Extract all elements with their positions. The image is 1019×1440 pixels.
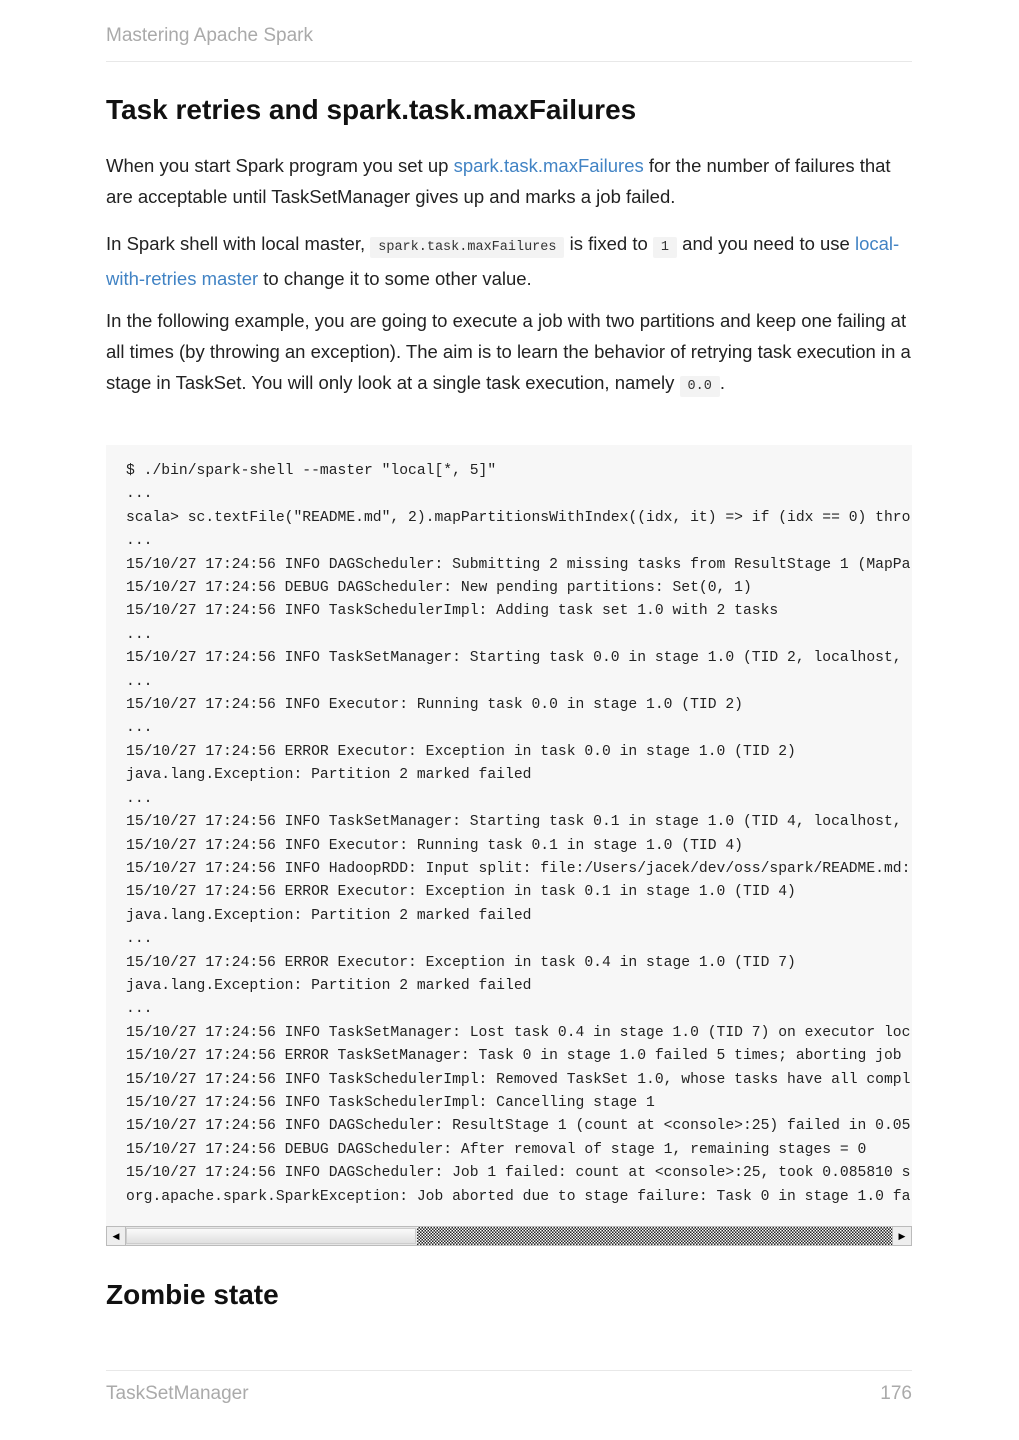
inline-code: 0.0 [680, 376, 720, 397]
paragraph [106, 228, 912, 294]
paragraph [106, 305, 912, 402]
page-footer [106, 1370, 912, 1405]
link-local-with-retries[interactable]: local-with-retries master [106, 233, 900, 289]
text: and you need to use [677, 233, 855, 254]
code-text: $ ./bin/spark-shell --master "local[*, 5]" ... scala> sc.textFile("README.md", 2).mapPartitionsWithIndex((idx, it) => if (idx == 0) thro ... 15/10/27 17:24:56 INFO DAGScheduler: Submitting 2 missing tasks from ResultStage 1 (MapPa 15/10/27 17:24:56 DEBUG DAGScheduler: New pending partitions: Set(0, 1) 15/10/27 17:24:56 INFO TaskSchedulerImpl: Adding task set 1.0 with 2 tasks ... 15/10/27 17:24:56 INFO TaskSetManager: Starting task 0.0 in stage 1.0 (TID 2, localhost, ... 15/10/27 17:24:56 INFO Executor: Running task 0.0 in stage 1.0 (TID 2) ... 15/10/27 17:24:56 ERROR Executor: Exception in task 0.0 in stage 1.0 (TID 2) java.lang.Exception: Partition 2 marked failed ... 15/10/27 17:24:56 INFO TaskSetManager: Starting task 0.1 in stage 1.0 (TID 4, localhost, 15/10/27 17:24:56 INFO Executor: Running task 0.1 in stage 1.0 (TID 4) 15/10/27 17:24:56 INFO HadoopRDD: Input split: file:/Users/jacek/dev/oss/spark/README.md: 15/10/27 17:24:56 ERROR Executor: Exception in task 0.1 in stage 1.0 (TID 4) java.lang.Exception: Partition 2 marked failed ... 15/10/27 17:24:56 ERROR Executor: Exception in task 0.4 in stage 1.0 (TID 7) java.lang.Exception: Partition 2 marked failed ... 15/10/27 17:24:56 INFO TaskSetManager: Lost task 0.4 in stage 1.0 (TID 7) on executor loc 15/10/27 17:24:56 ERROR TaskSetManager: Task 0 in stage 1.0 failed 5 times; aborting job 15/10/27 17:24:56 INFO TaskSchedulerImpl: Removed TaskSet 1.0, whose tasks have all compl 15/10/27 17:24:56 INFO TaskSchedulerImpl: Cancelling stage 1 15/10/27 17:24:56 INFO DAGScheduler: ResultStage 1 (count at <console>:25) failed in 0.05 15/10/27 17:24:56 DEBUG DAGScheduler: After removal of stage 1, remaining stages = 0 15/10/27 17:24:56 INFO DAGScheduler: Job 1 failed: count at <console>:25, took 0.085810 s org.apache.spark.SparkException: Job aborted due to stage failure: Task 0 in stage 1.0 fa [126, 463, 911, 1205]
page-number: 176 [880, 1383, 912, 1404]
text: In Spark shell with local master, [106, 233, 371, 254]
book-title: Mastering Apache Spark [106, 25, 314, 46]
link-max-failures[interactable]: spark.task.maxFailures [453, 155, 644, 176]
text: to change it to some other value. [258, 268, 532, 289]
inline-code: 1 [653, 237, 677, 258]
section-heading: Zombie state [106, 1279, 279, 1310]
code-block [106, 445, 912, 1227]
horizontal-scrollbar[interactable] [106, 1226, 912, 1246]
scroll-right-arrow-icon[interactable]: ▶ [892, 1227, 911, 1245]
section-heading: Task retries and spark.task.maxFailures [106, 94, 637, 125]
scrollbar-track[interactable] [417, 1227, 892, 1245]
inline-code: spark.task.maxFailures [370, 237, 564, 258]
paragraph [106, 150, 912, 212]
chapter-name: TaskSetManager [106, 1383, 249, 1404]
text: is fixed to [564, 233, 653, 254]
text: . [719, 372, 725, 393]
scrollbar-thumb[interactable] [126, 1228, 416, 1244]
text: In the following example, you are going to execute a job with two partitions and keep one failing at all times (by throwing an exception). The aim is to learn the behavior of retrying task execution in a stage in TaskSet. You will only look at a single task execution, namely [106, 310, 911, 393]
scroll-left-arrow-icon[interactable]: ◀ [107, 1227, 126, 1245]
text: When you start Spark program you set up [106, 155, 454, 176]
text: for the number of failures that are acceptable until TaskSetManager gives up and marks a job failed. [106, 155, 891, 207]
running-header [106, 25, 912, 62]
